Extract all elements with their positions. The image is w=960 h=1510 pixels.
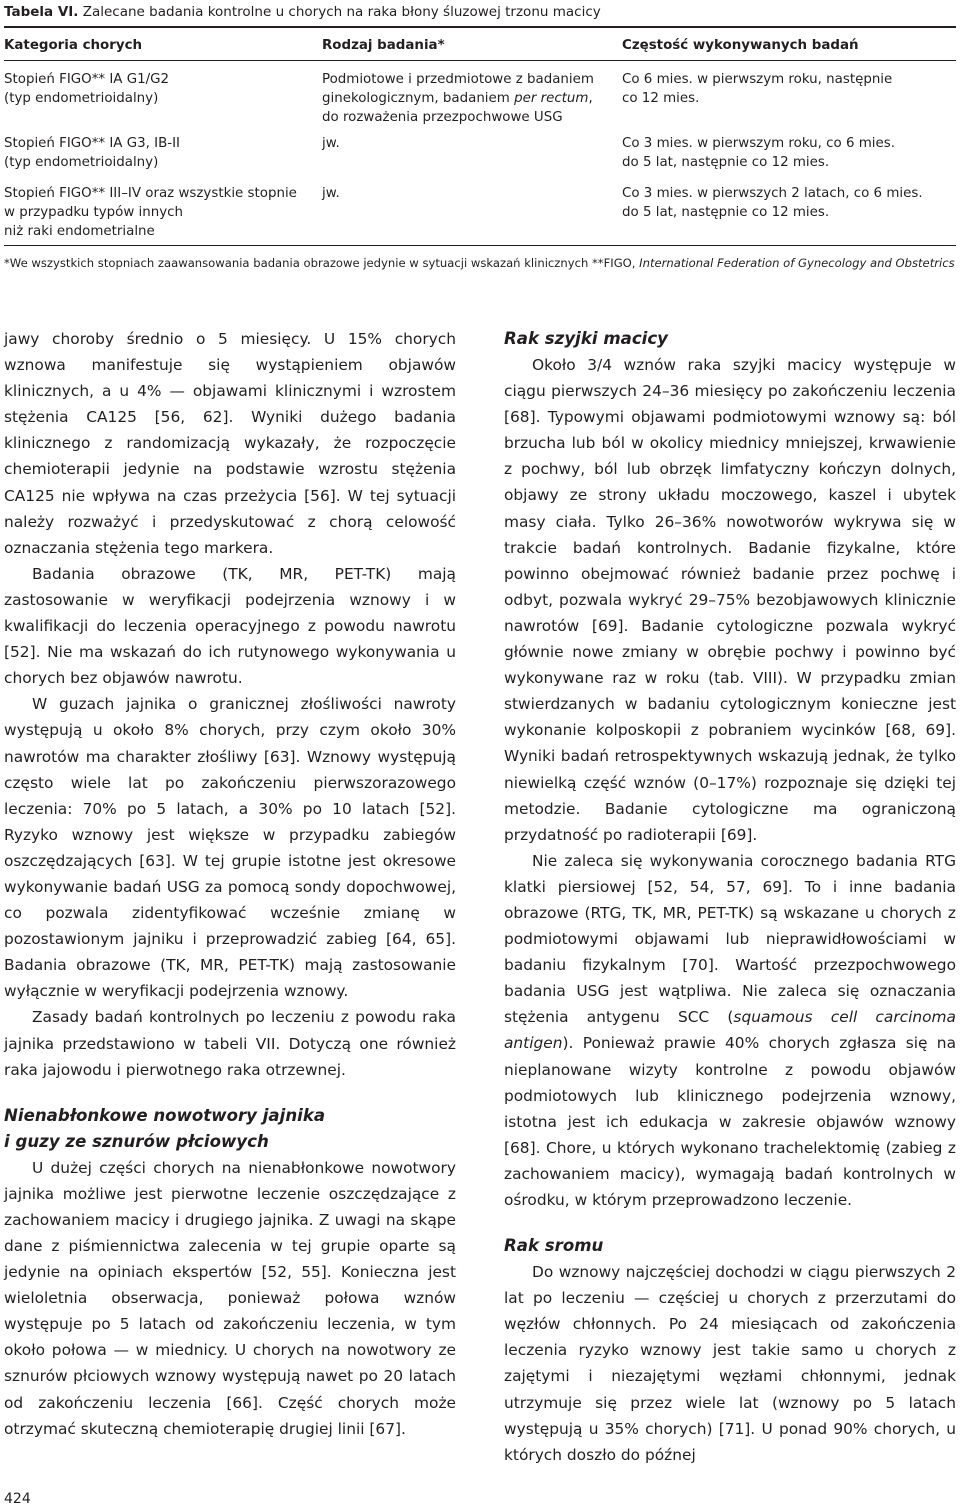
paragraph-text: ). Ponieważ prawie 40% chorych zgłasza się na nieplanowane wizyty kontrolne z powodu objawów podmiotowych lub klinicznego podejrzenia wznowy, istotna jest ich edukacja w zakresie objawów wznowy [68]. Chore, u których wykonano trachelektomię (zabieg z zachowaniem macicy), wymagają badań kontrolnych w ośrodku, w którym przeprowadzono leczenie. <box>504 1034 956 1209</box>
paragraph: jawy choroby średnio o 5 miesięcy. U 15% chorych wznowa manifestuje się wystąpieniem objawów klinicznych, a u 4% — objawami klinicznymi i wzrostem stężenia CA125 [56, 62]. Wyniki dużego badania klinicznego z randomizacją wykazały, że rozpoczęcie chemioterapii jedynie na podstawie wzrostu stężenia CA125 nie wpływa na czas przeżycia [56]. W tej sytuacji należy rozważyć i przedyskutować z chorą celowość oznaczania stężenia tego markera. <box>4 330 456 557</box>
spacer <box>4 1083 456 1103</box>
paragraph <box>504 848 956 1213</box>
section-heading-line: Nienabłonkowe nowotwory jajnika <box>4 1105 326 1125</box>
row-frequency: Co 3 mies. w pierwszych 2 latach, co 6 mies. do 5 lat, następnie co 12 mies. <box>622 186 923 220</box>
header-exam-type: Rodzaj badania* <box>322 38 445 53</box>
paragraph: Do wznowy najczęściej dochodzi w ciągu pierwszych 2 lat po leczeniu — częściej u chorych z przerzutami do węzłów chłonnych. Po 24 miesiącach od zakończenia leczenia ryzyko wznowy jest takie samo u chorych z zajętymi i niezajętymi węzłami chłonnymi, jednak utrzymuje się przez wiele lat (wznowy po 5 latach występują u 35% chorych) [71]. U ponad 90% chorych, u których doszło do późnej <box>504 1263 956 1464</box>
table-caption <box>4 2 956 22</box>
section-heading <box>4 1103 456 1155</box>
row-category: Stopień FIGO** IA G3, IB-II (typ endometrioidalny) <box>4 136 181 170</box>
section-heading: Rak sromu <box>504 1236 604 1256</box>
table-block <box>4 0 956 271</box>
row-category: Stopień FIGO** III–IV oraz wszystkie stopnie w przypadku typów innych niż raki endometrialne <box>4 186 297 239</box>
table-caption-label: Tabela VI. <box>4 4 79 20</box>
header-frequency: Częstość wykonywanych badań <box>622 38 859 53</box>
footnote-italic: International Federation of Gynecology and Obstetrics <box>639 256 955 270</box>
paragraph-text: Nie zaleca się wykonywania corocznego badania RTG klatki piersiowej [52, 54, 57, 69]. To i inne badania obrazowe (RTG, TK, MR, PET-TK) są wskazane u chorych z podmiotowymi objawami lub nieprawidłowościami w badaniu fizykalnym [70]. Wartość przezpochwowego badania USG jest wątpliwa. Nie zaleca się oznaczania stężenia antygenu SCC ( <box>504 851 956 1027</box>
row-exam-text-end: , do rozważenia przezpochwowe USG <box>322 91 593 125</box>
spacer <box>504 1213 956 1233</box>
paragraph: Badania obrazowe (TK, MR, PET-TK) mają zastosowanie w weryfikacji podejrzenia wznowy i w kwalifikacji do leczenia operacyjnego z powodu nawrotu [52]. Nie ma wskazań do ich rutynowego wykonywania u chorych bez objawów nawrotu. <box>4 564 456 688</box>
section-heading-line: i guzy ze sznurów płciowych <box>4 1131 269 1151</box>
footnote-text: *We wszystkich stopniach zaawansowania badania obrazowe jedynie w sytuacji wskazań klinicznych **FIGO, <box>4 256 640 270</box>
paragraph-italic: squamous cell carcinoma antigen <box>504 1008 956 1053</box>
table-footnote <box>4 246 956 271</box>
row-exam-text: jw. <box>322 136 340 151</box>
paragraph: W guzach jajnika o granicznej złośliwości nawroty występują u około 8% chorych, przy czym około 30% nawrotów ma charakter złośliwy [63]. Wznowy występują często wiele lat po zakończeniu pierwszorazowego leczenia: 70% po 5 latach, a 30% po 10 latach [52]. Ryzyko wznowy jest większe w przypadku zabiegów oszczędzających [63]. W tej grupie istotne jest okresowe wykonywanie badań USG za pomocą sondy dopochwowej, co pozwala zidentyfikować wcześnie zmianę w pozostawionym jajniku i przeprowadzić zabieg [64, 65]. Badania obrazowe (TK, MR, PET-TK) mają zastosowanie wyłącznie w weryfikacji podejrzenia wznowy. <box>4 695 456 1001</box>
row-exam <box>322 70 622 127</box>
row-category: Stopień FIGO** IA G1/G2 (typ endometrioidalny) <box>4 72 170 106</box>
table-row <box>4 172 956 241</box>
row-exam-italic: per rectum <box>514 91 589 106</box>
left-column <box>4 326 456 1442</box>
row-frequency: Co 6 mies. w pierwszym roku, następnie co 12 mies. <box>622 72 893 106</box>
table-row <box>4 127 956 172</box>
page-number: 424 <box>4 1491 31 1507</box>
row-exam <box>322 184 622 241</box>
table-caption-text: Zalecane badania kontrolne u chorych na raka błony śluzowej trzonu macicy <box>78 4 601 20</box>
header-category: Kategoria chorych <box>4 38 143 53</box>
paragraph: Zasady badań kontrolnych po leczeniu z powodu raka jajnika przedstawiono w tabeli VII. Dotyczą one również raka jajowodu i pierwotnego raka otrzewnej. <box>4 1008 456 1079</box>
row-exam-text: jw. <box>322 186 340 201</box>
right-column <box>504 326 956 1468</box>
row-frequency: Co 3 mies. w pierwszym roku, co 6 mies. do 5 lat, następnie co 12 mies. <box>622 136 895 170</box>
section-heading: Rak szyjki macicy <box>504 329 668 348</box>
table-row <box>4 61 956 127</box>
paragraph: Około 3/4 wznów raka szyjki macicy występuje w ciągu pierwszych 24–36 miesięcy po zakończeniu leczenia [68]. Typowymi objawami podmiotowymi wznowy są: ból brzucha lub ból w okolicy miednicy mniejszej, krwawienie z pochwy, ból lub obrzęk limfatyczny kończyn dolnych, objawy ze strony układu moczowego, kaszel i ubytek masy ciała. Tylko 26–36% nowotworów wykrywa się w trakcie badań kontrolnych. Badanie fizykalne, które powinno obejmować również badanie przez pochwę i odbyt, pozwala wykryć 29–75% bezobjawowych klinicznie nawrotów [69]. Badanie cytologiczne pozwala wykryć głównie nowe zmiany w obrębie pochwy i powinno być wykonywane raz w roku (tab. VIII). W przypadku zmian stwierdzanych w badaniu cytologicznym konieczne jest wykonanie kolposkopii z pobraniem wycinków [68, 69]. Wyniki badań retrospektywnych wskazują jednak, że tylko niewielką część wznów (0–17%) rozpoznaje się dzięki tej metodzie. Badanie cytologiczne ma ograniczoną przydatność po radioterapii [69]. <box>504 356 956 844</box>
paragraph: U dużej części chorych na nienabłonkowe nowotwory jajnika możliwe jest pierwotne leczenie oszczędzające z zachowaniem macicy i drugiego jajnika. Z uwagi na skąpe dane z piśmiennictwa zalecenia w tej grupie oparte są jedynie na opiniach ekspertów [52, 55]. Konieczna jest wieloletnia obserwacja, ponieważ połowa wznów występuje po 5 latach od zakończeniu leczenia, w tym około połowa — w miednicy. U chorych na nowotwory ze sznurów płciowych wznowy występują nawet po 20 latach od zakończeniu leczenia [66]. Część chorych może otrzymać skuteczną chemioterapię drugiej linii [67]. <box>4 1158 456 1438</box>
row-exam <box>322 134 622 172</box>
table-header-row <box>4 28 956 60</box>
row-exam-text: Podmiotowe i przedmiotowe z badaniem ginekologicznym, badaniem <box>322 72 594 106</box>
